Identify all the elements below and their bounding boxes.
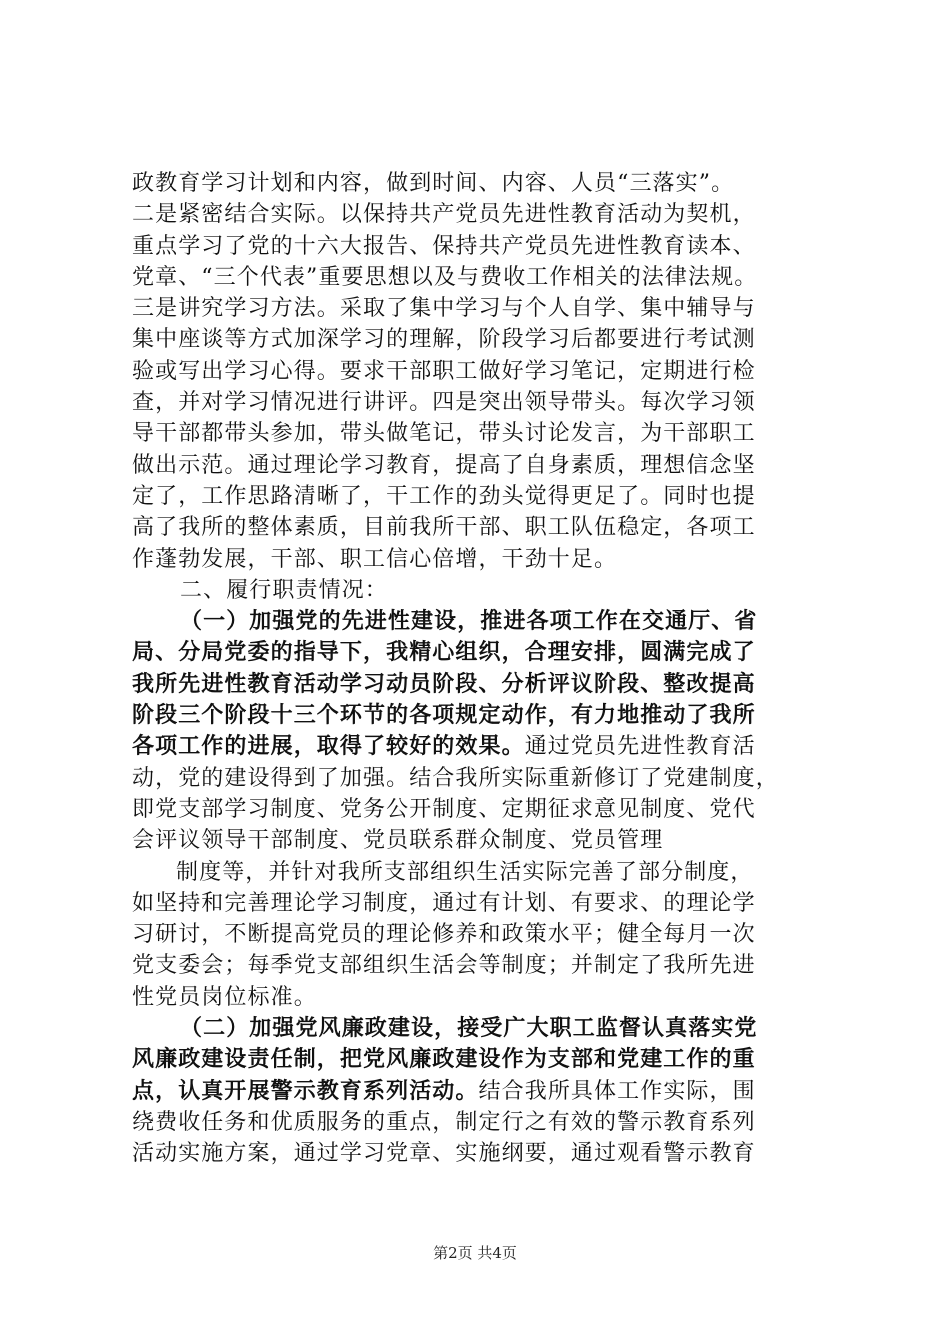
text-line-content: 高了我所的整体素质，目前我所干部、职工队伍稳定，各项工 — [132, 515, 756, 541]
text-line — [132, 575, 832, 606]
text-line-content: 习研讨，不断提高党员的理论修养和政策水平；健全每月一次 — [132, 922, 756, 948]
text-line-tail: 结合我所具体工作实际，围 — [478, 1078, 756, 1104]
text-line-content: 阶段三个阶段十三个环节的各项规定动作，有力地推动了我所 — [132, 702, 756, 729]
body-text — [132, 168, 832, 1170]
text-line-content: 定了，工作思路清晰了，干工作的劲头觉得更足了。同时也提 — [132, 483, 756, 509]
text-line — [132, 418, 832, 449]
text-line — [132, 168, 832, 199]
text-line-content: 做出示范。通过理论学习教育，提高了自身素质，理想信念坚 — [132, 452, 756, 478]
text-line-content: 查，并对学习情况进行讲评。四是突出领导带头。每次学习领 — [132, 390, 756, 416]
text-line-content: 风廉政建设责任制，把党风廉政建设作为支部和党建工作的重 — [132, 1046, 756, 1073]
text-line — [132, 387, 832, 418]
text-line-content: 活动实施方案，通过学习党章、实施纲要，通过观看警示教育 — [132, 1141, 756, 1167]
text-line — [132, 825, 832, 856]
text-line-content: 动，党的建设得到了加强。结合我所实际重新修订了党建制度， — [132, 765, 779, 791]
text-line — [132, 1107, 832, 1138]
text-line-content: 制度等，并针对我所支部组织生活实际完善了部分制度， — [176, 859, 754, 885]
text-line — [132, 1076, 832, 1107]
text-line — [132, 450, 832, 481]
text-line — [132, 637, 832, 668]
text-line-content: 即党支部学习制度、党务公开制度、定期征求意见制度、党代 — [132, 796, 756, 822]
text-line-content: 绕费收任务和优质服务的重点，制定行之有效的警示教育系列 — [132, 1109, 756, 1135]
text-line — [132, 888, 832, 919]
text-line — [132, 199, 832, 230]
text-line-content: 会评议领导干部制度、党员联系群众制度、党员管理 — [132, 828, 664, 854]
text-line-content: （二）加强党风廉政建设，接受广大职工监督认真落实党 — [180, 1015, 758, 1042]
text-line — [132, 669, 832, 700]
text-line — [132, 262, 832, 293]
text-line — [132, 293, 832, 324]
text-line — [132, 512, 832, 543]
text-line — [132, 544, 832, 575]
text-line — [132, 763, 832, 794]
text-line-content: 点，认真开展警示教育系列活动。 — [132, 1077, 479, 1104]
text-line — [132, 950, 832, 981]
text-line-content: 集中座谈等方式加深学习的理解，阶段学习后都要进行考试测 — [132, 327, 756, 353]
text-line — [132, 794, 832, 825]
text-line-content: 如坚持和完善理论学习制度，通过有计划、有要求、的理论学 — [132, 890, 756, 916]
text-line-tail: 通过党员先进性教育活 — [524, 734, 756, 760]
text-line — [132, 731, 832, 762]
text-line — [132, 231, 832, 262]
text-line — [132, 481, 832, 512]
text-line-content: 党章、“三个代表”重要思想以及与费收工作相关的法律法规。 — [132, 264, 758, 290]
text-line-content: （一）加强党的先进性建设，推进各项工作在交通厅、省 — [180, 608, 758, 635]
text-line — [132, 1138, 832, 1169]
text-line — [132, 919, 832, 950]
text-line-content: 三是讲究学习方法。采取了集中学习与个人自学、集中辅导与 — [132, 296, 756, 322]
page-footer: 第2页 共4页 — [433, 1244, 517, 1262]
text-line — [132, 356, 832, 387]
text-line-content: 局、分局党委的指导下，我精心组织，合理安排，圆满完成了 — [132, 639, 756, 666]
text-line — [132, 857, 832, 888]
text-line — [132, 1013, 832, 1044]
text-line-content: 验或写出学习心得。要求干部职工做好学习笔记，定期进行检 — [132, 358, 756, 384]
text-line — [132, 606, 832, 637]
text-line — [132, 324, 832, 355]
text-line-content: 性党员岗位标准。 — [132, 984, 317, 1010]
text-line-content: 重点学习了党的十六大报告、保持共产党员先进性教育读本、 — [132, 233, 756, 259]
text-line — [132, 982, 832, 1013]
text-line-content: 政教育学习计划和内容，做到时间、内容、人员“三落实”。 — [132, 171, 735, 196]
text-line-content: 二是紧密结合实际。以保持共产党员先进性教育活动为契机， — [132, 202, 756, 228]
text-line-content: 二、履行职责情况： — [180, 577, 388, 603]
text-line-content: 我所先进性教育活动学习动员阶段、分析评议阶段、整改提高 — [132, 670, 756, 697]
text-line-content: 作蓬勃发展，干部、职工信心倍增，干劲十足。 — [132, 546, 618, 572]
text-line — [132, 700, 832, 731]
text-line-content: 各项工作的进展，取得了较好的效果。 — [132, 733, 525, 760]
text-line-content: 党支委会；每季党支部组织生活会等制度；并制定了我所先进 — [132, 953, 756, 979]
text-line — [132, 1044, 832, 1075]
text-line-content: 导干部都带头参加，带头做笔记，带头讨论发言，为干部职工 — [132, 421, 756, 447]
